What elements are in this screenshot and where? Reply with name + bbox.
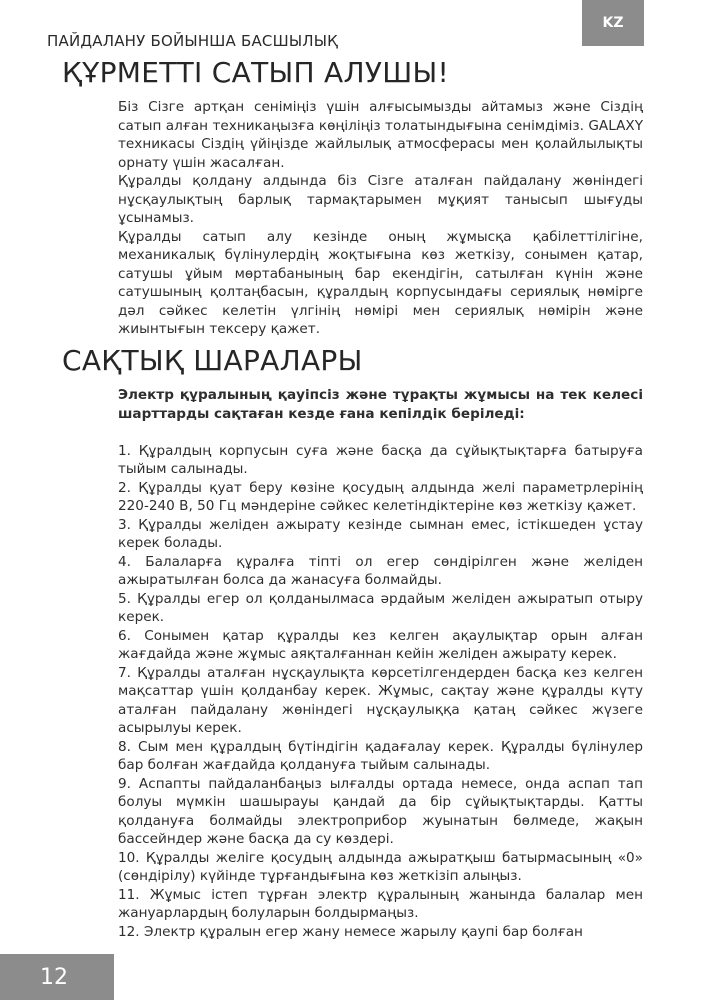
safety-item: 8. Сым мен құралдың бүтіндігін қадағалау керек. Құралды бүлінулер бар болған жағдайда қолдануға тыйым салынады. [118, 738, 643, 773]
safety-item: 2. Құралды қуат беру көзіне қосудың алдында желі параметрлерінің 220-240 В, 50 Гц мәндеріне сәйкес келетіндіктеріне көз жеткізу қажет. [118, 479, 643, 514]
safety-item: 6. Сонымен қатар құралды кез келген ақаулықтар орын алған жағдайда және жұмыс аяқталғаннан кейін желіден ажырату керек. [118, 627, 643, 662]
page-number: 12 [0, 954, 114, 1000]
intro-paragraph: Құралды сатып алу кезінде оның жұмысқа қабілеттілігіне, механикалық бүлінулердің жоқтығына көз жеткізу, сонымен қатар, сатушы ұйым мөртабанының бар екендігін, сатылған күнін және сатушының қолтаңбасын, құралдың корпусындағы сериялық нөмірге дәл сәйкес келетін үлгінің нөмірі мен сериялық нөмірін және жиынтығын тексеру қажет. [118, 228, 643, 337]
safety-heading: САҚТЫҚ ШАРАЛАРЫ [62, 344, 363, 377]
intro-paragraph: Біз Сізге артқан сеніміңіз үшін алғысымызды айтамыз және Сіздің сатып алған техникаңызға көңіліңіз толатындығына сенімдіміз. GALAXY техникасы Сіздің үйіңізде жайлылық атмосферасы мен қолайлылықты орнату үшін жасалған. [118, 99, 643, 171]
safety-item: 3. Құралды желіден ажырату кезінде сымнан емес, істікшеден ұстау керек болады. [118, 516, 643, 551]
safety-item: 1. Құралдың корпусын суға және басқа да сұйықтықтарға батыруға тыйым салынады. [118, 442, 643, 477]
safety-lead: Электр құралының қауіпсіз және тұрақты жұмысы на тек келесі шарттарды сақтаған кезде ғана кепілдік беріледі: [118, 387, 643, 422]
safety-list [118, 386, 643, 941]
safety-item: 11. Жұмыс істеп тұрған электр құралының жанында балалар мен жануарлардың болуларын болдырмаңыз. [118, 886, 643, 921]
intro-paragraph: Құралды қолдану алдында біз Сізге аталған пайдалану жөніндегі нұсқаулықтың барлық тармақтарымен мұқият танысып шығуды ұсынамыз. [118, 173, 643, 226]
safety-item: 4. Балаларға құралға тіпті ол егер сөндірілген және желіден ажыратылған болса да жанасуға болмайды. [118, 553, 643, 588]
language-badge: KZ [582, 0, 644, 46]
intro-text [118, 98, 643, 339]
safety-item: 9. Аспапты пайдаланбаңыз ылғалды ортада немесе, онда аспап тап болуы мүмкін шашырауы қандай да бір сұйықтықтарды. Қатты қолдануға болмайды электроприбор жуынатын бөлмеде, жақын бассейндер және басқа да су көздері. [118, 775, 643, 847]
safety-item: 10. Құралды желіге қосудың алдында ажыратқыш батырмасының «0» (сөндірілу) күйінде тұрғандығына көз жеткізіп алыңыз. [118, 849, 643, 884]
manual-section-title: ПАЙДАЛАНУ БОЙЫНША БАСШЫЛЫҚ [47, 32, 339, 50]
safety-item: 12. Электр құралын егер жану немесе жарылу қаупі бар болған [118, 923, 583, 940]
intro-heading: ҚҰРМЕТТІ САТЫП АЛУШЫ! [62, 56, 449, 89]
safety-item: 7. Құралды аталған нұсқаулықта көрсетілгендерден басқа кез келген мақсаттар үшін қолданбау керек. Жұмыс, сақтау және құралды күту аталған пайдалану жөніндегі нұсқаулыққа қатаң сәйкес жүзеге асырылуы керек. [118, 664, 643, 736]
safety-item: 5. Құралды егер ол қолданылмаса әрдайым желіден ажыратып отыру керек. [118, 590, 643, 625]
